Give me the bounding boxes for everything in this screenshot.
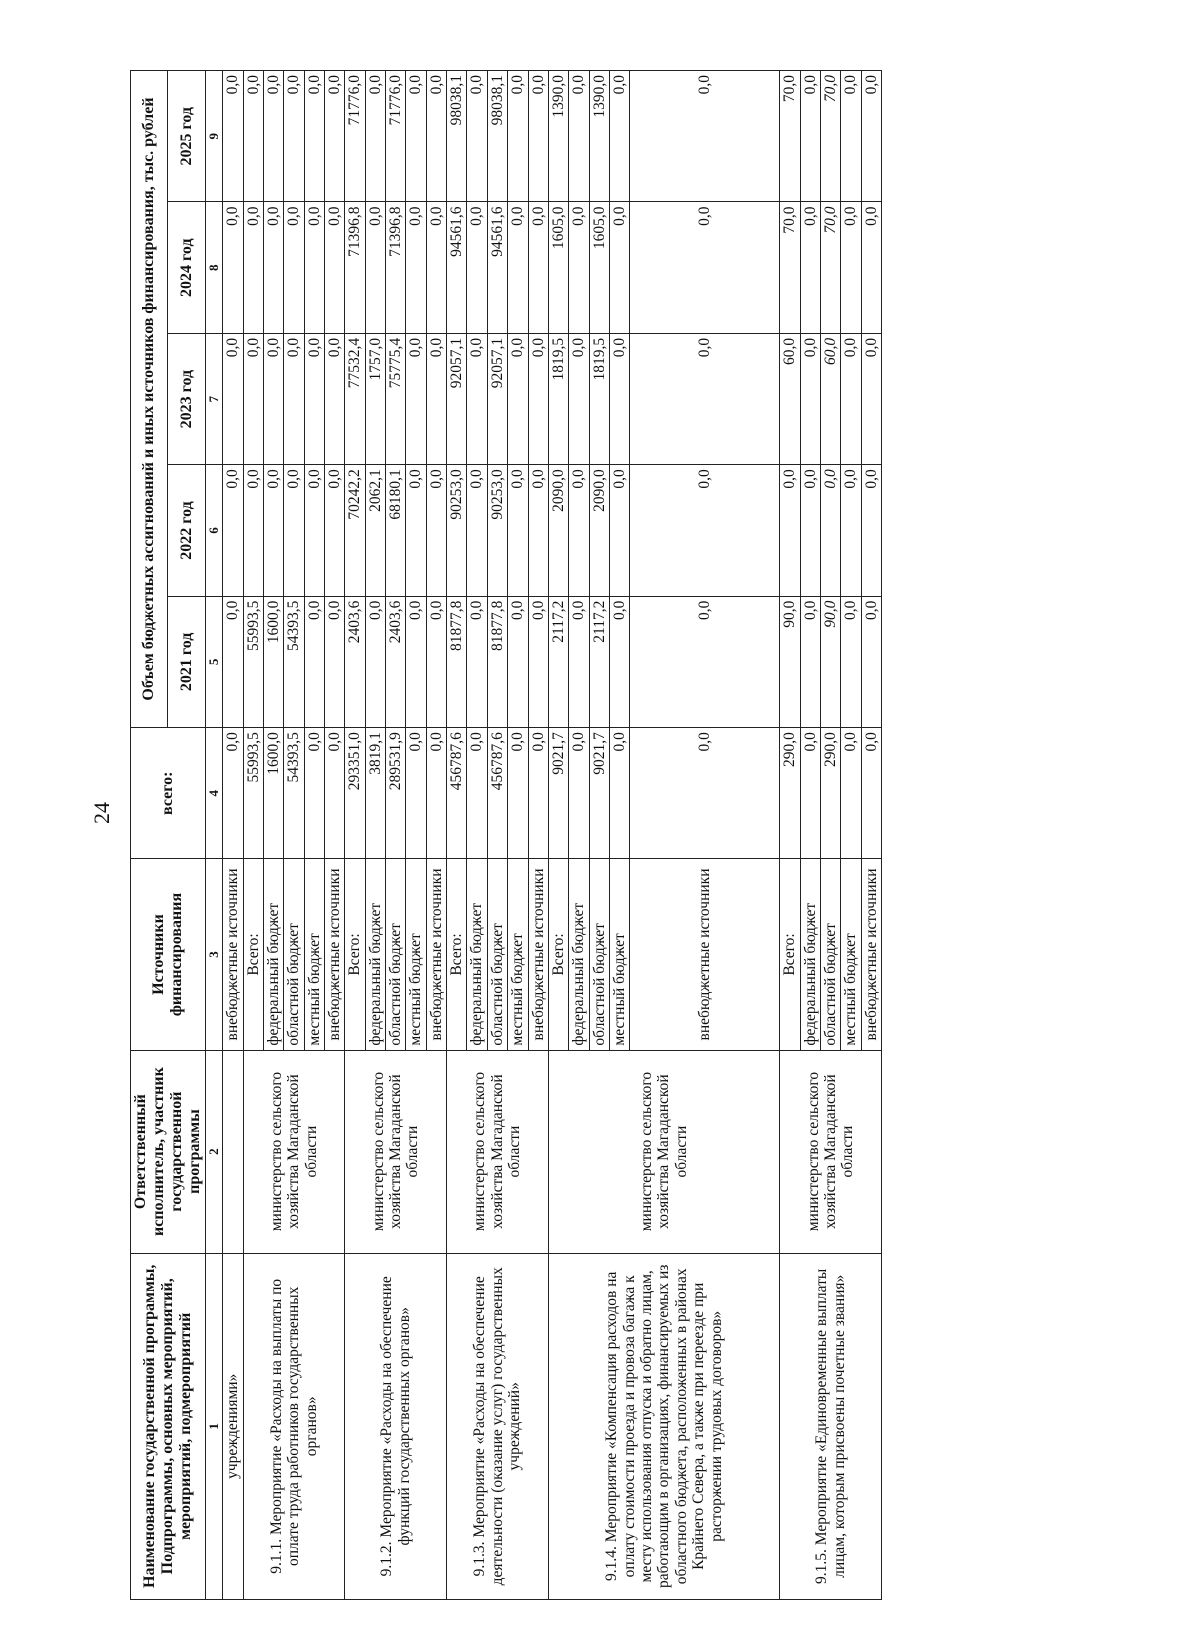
value-cell: 0,0 bbox=[365, 202, 385, 333]
header-2025: 2025 год bbox=[168, 71, 205, 203]
value-cell: 0,0 bbox=[406, 333, 426, 464]
value-cell: 94561,6 bbox=[487, 202, 507, 333]
value-cell: 0,0 bbox=[324, 465, 344, 596]
value-cell: 0,0 bbox=[630, 202, 780, 333]
value-cell: 0,0 bbox=[304, 71, 324, 203]
value-cell: 0,0 bbox=[406, 728, 426, 859]
value-cell: 71396,8 bbox=[345, 202, 365, 333]
value-cell: 0,0 bbox=[508, 728, 528, 859]
value-cell: 0,0 bbox=[861, 728, 881, 859]
value-cell: 0,0 bbox=[406, 596, 426, 727]
value-cell: 0,0 bbox=[426, 596, 446, 727]
value-cell: 290,0 bbox=[780, 728, 800, 859]
value-cell: 0,0 bbox=[263, 71, 283, 203]
source-label: областной бюджет bbox=[386, 859, 406, 1050]
source-label: внебюджетные источники bbox=[630, 859, 780, 1050]
value-cell: 0,0 bbox=[304, 333, 324, 464]
value-cell: 9021,7 bbox=[548, 728, 568, 859]
source-label: федеральный бюджет bbox=[800, 859, 820, 1050]
value-cell: 92057,1 bbox=[447, 333, 467, 464]
value-cell: 0,0 bbox=[528, 596, 548, 727]
value-cell: 70,0 bbox=[821, 71, 841, 203]
value-cell: 9021,7 bbox=[589, 728, 609, 859]
value-cell: 0,0 bbox=[426, 465, 446, 596]
value-cell: 0,0 bbox=[324, 71, 344, 203]
value-cell: 71776,0 bbox=[386, 71, 406, 203]
value-cell: 1390,0 bbox=[548, 71, 568, 203]
value-cell: 0,0 bbox=[841, 728, 861, 859]
executor-cell: министерство сельского хозяйства Магаданской области bbox=[447, 1050, 549, 1253]
value-cell: 0,0 bbox=[528, 71, 548, 203]
value-cell: 0,0 bbox=[610, 71, 630, 203]
value-cell: 0,0 bbox=[426, 202, 446, 333]
header-name: Наименование государственной программы, Подпрограммы, основных мероприятий, мероприятий, подмероприятий bbox=[131, 1253, 206, 1599]
value-cell: 0,0 bbox=[467, 596, 487, 727]
value-cell: 1390,0 bbox=[589, 71, 609, 203]
table-row bbox=[548, 71, 568, 1600]
value-cell: 0,0 bbox=[528, 728, 548, 859]
value-cell: 0,0 bbox=[821, 465, 841, 596]
measure-name: 9.1.1. Мероприятие «Расходы на выплаты по оплате труда работников государственных органов» bbox=[243, 1253, 345, 1599]
value-cell: 0,0 bbox=[528, 465, 548, 596]
value-cell: 0,0 bbox=[610, 728, 630, 859]
value-cell: 0,0 bbox=[528, 333, 548, 464]
value-cell: 0,0 bbox=[223, 465, 243, 596]
value-cell: 0,0 bbox=[406, 71, 426, 203]
value-cell: 0,0 bbox=[841, 71, 861, 203]
value-cell: 0,0 bbox=[630, 728, 780, 859]
source-label: внебюджетные источники bbox=[861, 859, 881, 1050]
value-cell: 0,0 bbox=[800, 596, 820, 727]
table-row bbox=[223, 71, 243, 1600]
value-cell: 0,0 bbox=[304, 202, 324, 333]
value-cell: 70,0 bbox=[780, 202, 800, 333]
header-2023: 2023 год bbox=[168, 333, 205, 464]
value-cell: 0,0 bbox=[304, 596, 324, 727]
value-cell: 0,0 bbox=[508, 333, 528, 464]
value-cell: 0,0 bbox=[223, 596, 243, 727]
source-label: внебюджетные источники bbox=[324, 859, 344, 1050]
value-cell: 0,0 bbox=[569, 333, 589, 464]
value-cell: 0,0 bbox=[569, 465, 589, 596]
value-cell: 0,0 bbox=[243, 465, 263, 596]
value-cell: 1600,0 bbox=[263, 596, 283, 727]
rotated-page bbox=[130, 70, 1090, 1600]
value-cell: 3819,1 bbox=[365, 728, 385, 859]
source-label: областной бюджет bbox=[821, 859, 841, 1050]
value-cell: 0,0 bbox=[304, 728, 324, 859]
value-cell: 55993,5 bbox=[243, 728, 263, 859]
source-label: внебюджетные источники bbox=[223, 859, 243, 1050]
value-cell: 0,0 bbox=[223, 728, 243, 859]
value-cell: 0,0 bbox=[861, 71, 881, 203]
value-cell: 0,0 bbox=[406, 202, 426, 333]
table-row bbox=[345, 71, 365, 1600]
value-cell: 0,0 bbox=[508, 71, 528, 203]
measure-name: 9.1.2. Мероприятие «Расходы на обеспечение функций государственных органов» bbox=[345, 1253, 447, 1599]
source-label: местный бюджет bbox=[610, 859, 630, 1050]
value-cell: 0,0 bbox=[263, 333, 283, 464]
value-cell: 55993,5 bbox=[243, 596, 263, 727]
source-label: местный бюджет bbox=[406, 859, 426, 1050]
value-cell: 1605,0 bbox=[589, 202, 609, 333]
value-cell: 77532,4 bbox=[345, 333, 365, 464]
source-label: Всего: bbox=[780, 859, 800, 1050]
source-label: областной бюджет bbox=[487, 859, 507, 1050]
executor-cell bbox=[223, 1050, 243, 1253]
value-cell: 70,0 bbox=[780, 71, 800, 203]
value-cell: 0,0 bbox=[467, 728, 487, 859]
value-cell: 0,0 bbox=[569, 202, 589, 333]
value-cell: 0,0 bbox=[284, 202, 304, 333]
measure-name: 9.1.3. Мероприятие «Расходы на обеспечение деятельности (оказание услуг) государственных учреждений» bbox=[447, 1253, 549, 1599]
value-cell: 289531,9 bbox=[386, 728, 406, 859]
value-cell: 0,0 bbox=[223, 333, 243, 464]
value-cell: 0,0 bbox=[508, 202, 528, 333]
colnum: 5 bbox=[205, 596, 223, 727]
value-cell: 0,0 bbox=[263, 202, 283, 333]
measure-name: 9.1.5. Мероприятие «Единовременные выплаты лицам, которым присвоены почетные звания» bbox=[780, 1253, 882, 1599]
header-sources: Источники финансирования bbox=[131, 859, 206, 1050]
source-label: внебюджетные источники bbox=[426, 859, 446, 1050]
value-cell: 81877,8 bbox=[447, 596, 467, 727]
colnum: 9 bbox=[205, 71, 223, 203]
value-cell: 0,0 bbox=[324, 202, 344, 333]
value-cell: 0,0 bbox=[630, 333, 780, 464]
value-cell: 0,0 bbox=[324, 728, 344, 859]
value-cell: 0,0 bbox=[841, 465, 861, 596]
value-cell: 94561,6 bbox=[447, 202, 467, 333]
value-cell: 0,0 bbox=[508, 596, 528, 727]
measure-name: учреждениями» bbox=[223, 1253, 243, 1599]
source-label: Всего: bbox=[345, 859, 365, 1050]
source-label: областной бюджет bbox=[589, 859, 609, 1050]
value-cell: 290,0 bbox=[821, 728, 841, 859]
value-cell: 0,0 bbox=[243, 71, 263, 203]
value-cell: 0,0 bbox=[426, 333, 446, 464]
value-cell: 0,0 bbox=[610, 333, 630, 464]
value-cell: 0,0 bbox=[630, 596, 780, 727]
value-cell: 90253,0 bbox=[447, 465, 467, 596]
value-cell: 293351,0 bbox=[345, 728, 365, 859]
value-cell: 98038,1 bbox=[447, 71, 467, 203]
value-cell: 2090,0 bbox=[548, 465, 568, 596]
column-numbers-row bbox=[205, 71, 223, 1600]
header-executor: Ответственный исполнитель, участник государственной программы bbox=[131, 1050, 206, 1253]
value-cell: 0,0 bbox=[569, 596, 589, 727]
value-cell: 0,0 bbox=[284, 71, 304, 203]
header-2022: 2022 год bbox=[168, 465, 205, 596]
value-cell: 0,0 bbox=[800, 465, 820, 596]
colnum: 3 bbox=[205, 859, 223, 1050]
value-cell: 0,0 bbox=[861, 465, 881, 596]
value-cell: 0,0 bbox=[324, 596, 344, 727]
value-cell: 2090,0 bbox=[589, 465, 609, 596]
executor-cell: министерство сельского хозяйства Магаданской области bbox=[345, 1050, 447, 1253]
value-cell: 81877,8 bbox=[487, 596, 507, 727]
page-number: 24 bbox=[89, 802, 114, 824]
value-cell: 2117,2 bbox=[548, 596, 568, 727]
value-cell: 2403,6 bbox=[345, 596, 365, 727]
value-cell: 0,0 bbox=[223, 202, 243, 333]
executor-cell: министерство сельского хозяйства Магаданской области bbox=[780, 1050, 882, 1253]
value-cell: 0,0 bbox=[528, 202, 548, 333]
value-cell: 0,0 bbox=[610, 202, 630, 333]
value-cell: 0,0 bbox=[324, 333, 344, 464]
value-cell: 70,0 bbox=[821, 202, 841, 333]
value-cell: 0,0 bbox=[861, 333, 881, 464]
value-cell: 54393,5 bbox=[284, 728, 304, 859]
value-cell: 60,0 bbox=[821, 333, 841, 464]
colnum: 8 bbox=[205, 202, 223, 333]
value-cell: 71776,0 bbox=[345, 71, 365, 203]
source-label: федеральный бюджет bbox=[467, 859, 487, 1050]
value-cell: 90,0 bbox=[821, 596, 841, 727]
value-cell: 2117,2 bbox=[589, 596, 609, 727]
header-row bbox=[131, 71, 168, 1600]
value-cell: 0,0 bbox=[800, 333, 820, 464]
source-label: федеральный бюджет bbox=[263, 859, 283, 1050]
value-cell: 0,0 bbox=[243, 202, 263, 333]
value-cell: 71396,8 bbox=[386, 202, 406, 333]
value-cell: 0,0 bbox=[569, 728, 589, 859]
source-label: федеральный бюджет bbox=[365, 859, 385, 1050]
value-cell: 0,0 bbox=[426, 71, 446, 203]
value-cell: 54393,5 bbox=[284, 596, 304, 727]
source-label: местный бюджет bbox=[841, 859, 861, 1050]
value-cell: 0,0 bbox=[426, 728, 446, 859]
value-cell: 0,0 bbox=[263, 465, 283, 596]
value-cell: 0,0 bbox=[467, 71, 487, 203]
value-cell: 0,0 bbox=[780, 465, 800, 596]
value-cell: 0,0 bbox=[610, 465, 630, 596]
value-cell: 1757,0 bbox=[365, 333, 385, 464]
value-cell: 98038,1 bbox=[487, 71, 507, 203]
source-label: Всего: bbox=[548, 859, 568, 1050]
value-cell: 0,0 bbox=[243, 333, 263, 464]
value-cell: 0,0 bbox=[467, 465, 487, 596]
value-cell: 0,0 bbox=[569, 71, 589, 203]
value-cell: 0,0 bbox=[610, 596, 630, 727]
value-cell: 0,0 bbox=[841, 202, 861, 333]
value-cell: 1819,5 bbox=[589, 333, 609, 464]
executor-cell: министерство сельского хозяйства Магаданской области bbox=[548, 1050, 779, 1253]
source-label: местный бюджет bbox=[508, 859, 528, 1050]
source-label: Всего: bbox=[447, 859, 467, 1050]
value-cell: 0,0 bbox=[800, 71, 820, 203]
colnum: 1 bbox=[205, 1253, 223, 1599]
value-cell: 0,0 bbox=[630, 465, 780, 596]
measure-name: 9.1.4. Мероприятие «Компенсация расходов на оплату стоимости проезда и провоза багажа к месту использования отпуска и обратно лицам, работающим в организациях, финансируемых из областного бюджета, расположенных в районах Крайнего Севера, а также при переезде при расторжении трудовых договоров» bbox=[548, 1253, 779, 1599]
value-cell: 0,0 bbox=[365, 71, 385, 203]
value-cell: 2062,1 bbox=[365, 465, 385, 596]
header-2024: 2024 год bbox=[168, 202, 205, 333]
value-cell: 60,0 bbox=[780, 333, 800, 464]
executor-cell: министерство сельского хозяйства Магаданской области bbox=[243, 1050, 345, 1253]
header-2021: 2021 год bbox=[168, 596, 205, 727]
value-cell: 1600,0 bbox=[263, 728, 283, 859]
value-cell: 456787,6 bbox=[487, 728, 507, 859]
value-cell: 0,0 bbox=[841, 596, 861, 727]
value-cell: 90,0 bbox=[780, 596, 800, 727]
colnum: 6 bbox=[205, 465, 223, 596]
header-group: Объем бюджетных ассигнований и иных источников финансирования, тыс. рублей bbox=[131, 71, 168, 728]
value-cell: 0,0 bbox=[800, 202, 820, 333]
value-cell: 0,0 bbox=[223, 71, 243, 203]
source-label: Всего: bbox=[243, 859, 263, 1050]
source-label: федеральный бюджет bbox=[569, 859, 589, 1050]
source-label: областной бюджет bbox=[284, 859, 304, 1050]
value-cell: 92057,1 bbox=[487, 333, 507, 464]
value-cell: 0,0 bbox=[841, 333, 861, 464]
value-cell: 90253,0 bbox=[487, 465, 507, 596]
header-total: всего: bbox=[131, 728, 206, 859]
value-cell: 68180,1 bbox=[386, 465, 406, 596]
value-cell: 0,0 bbox=[406, 465, 426, 596]
budget-table bbox=[130, 70, 882, 1600]
source-label: местный бюджет bbox=[304, 859, 324, 1050]
colnum: 7 bbox=[205, 333, 223, 464]
source-label: внебюджетные источники bbox=[528, 859, 548, 1050]
value-cell: 0,0 bbox=[284, 465, 304, 596]
value-cell: 1605,0 bbox=[548, 202, 568, 333]
table-row bbox=[780, 71, 800, 1600]
table-row bbox=[447, 71, 467, 1600]
value-cell: 75775,4 bbox=[386, 333, 406, 464]
value-cell: 2403,6 bbox=[386, 596, 406, 727]
value-cell: 0,0 bbox=[304, 465, 324, 596]
value-cell: 0,0 bbox=[861, 202, 881, 333]
value-cell: 0,0 bbox=[630, 71, 780, 203]
value-cell: 0,0 bbox=[508, 465, 528, 596]
value-cell: 0,0 bbox=[365, 596, 385, 727]
value-cell: 1819,5 bbox=[548, 333, 568, 464]
value-cell: 0,0 bbox=[284, 333, 304, 464]
colnum: 2 bbox=[205, 1050, 223, 1253]
value-cell: 456787,6 bbox=[447, 728, 467, 859]
value-cell: 0,0 bbox=[467, 202, 487, 333]
table-row bbox=[243, 71, 263, 1600]
value-cell: 0,0 bbox=[467, 333, 487, 464]
value-cell: 0,0 bbox=[861, 596, 881, 727]
colnum: 4 bbox=[205, 728, 223, 859]
value-cell: 70242,2 bbox=[345, 465, 365, 596]
value-cell: 0,0 bbox=[800, 728, 820, 859]
